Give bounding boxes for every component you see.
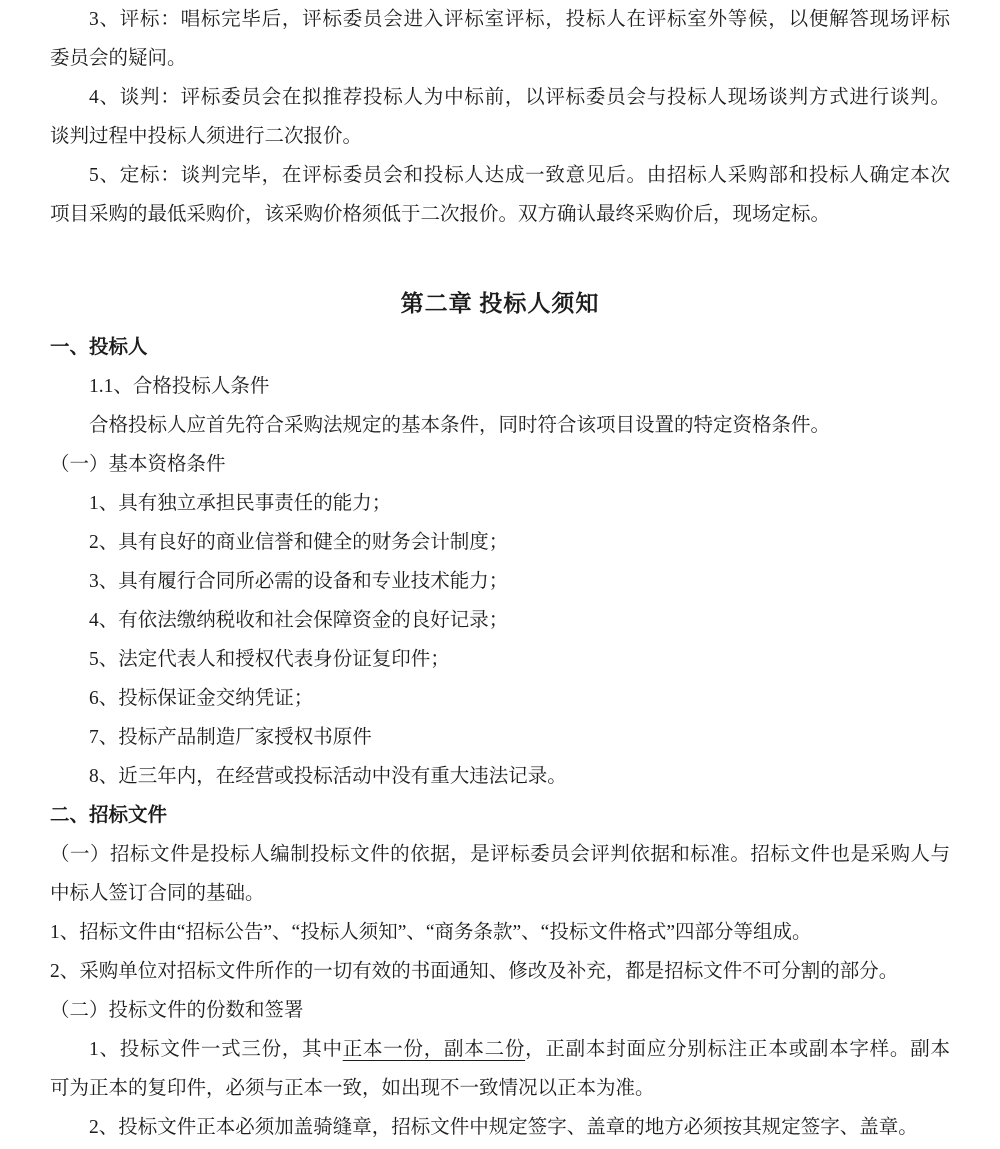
- text-run: 第二章 投标人须知: [400, 291, 600, 316]
- text-line: [50, 718, 950, 757]
- text-line: [50, 757, 950, 796]
- text-line: [50, 39, 950, 78]
- text-run: 合格投标人应首先符合采购法规定的基本条件，同时符合该项目设置的特定资格条件。: [89, 415, 831, 436]
- text-line: [50, 952, 950, 991]
- text-run: 5、法定代表人和授权代表身份证复印件；: [89, 649, 450, 670]
- text-run: 二、招标文件: [50, 805, 168, 826]
- text-line: [50, 523, 950, 562]
- text-run: （一）基本资格条件: [50, 454, 226, 475]
- text-line: [50, 874, 950, 913]
- text-run: 4、谈判：评标委员会在拟推荐投标人为中标前，以评标委员会与投标人现场谈判方式进行谈判。: [89, 87, 950, 108]
- text-run: （一）招标文件是投标人编制投标文件的依据，是评标委员会评判依据和标准。招标文件也是采购人与: [50, 844, 950, 865]
- text-run: （二）投标文件的份数和签署: [50, 1000, 304, 1021]
- text-line: [50, 601, 950, 640]
- text-run: 8、近三年内，在经营或投标活动中没有重大违法记录。: [89, 766, 567, 787]
- text-line: [50, 445, 950, 484]
- text-run: 1、投标文件一式三份，其中: [89, 1039, 343, 1060]
- text-run: 委员会的疑问。: [50, 48, 187, 69]
- text-line: [50, 484, 950, 523]
- text-run: 1、具有独立承担民事责任的能力；: [89, 493, 392, 514]
- text-line: [50, 913, 950, 952]
- text-line: [50, 195, 950, 234]
- document-content: [50, 0, 950, 1147]
- text-line: [50, 1108, 950, 1147]
- text-run: 可为正本的复印件，必须与正本一致，如出现不一致情况以正本为准。: [50, 1078, 655, 1099]
- text-run: 4、有依法缴纳税收和社会保障资金的良好记录；: [89, 610, 509, 631]
- text-line: [50, 0, 950, 39]
- text-run: 1.1、合格投标人条件: [89, 376, 270, 397]
- text-line: [50, 679, 950, 718]
- text-run: 谈判过程中投标人须进行二次报价。: [50, 126, 363, 147]
- text-run: 中标人签订合同的基础。: [50, 883, 265, 904]
- underlined-text: 正本一份，副本二份: [342, 1039, 526, 1060]
- text-run: 5、定标：谈判完毕，在评标委员会和投标人达成一致意见后。由招标人采购部和投标人确定本次: [89, 165, 950, 186]
- text-line: [50, 328, 950, 367]
- text-line: [50, 156, 950, 195]
- chapter-heading: [50, 280, 950, 328]
- text-run: ，正副本封面应分别标注正本或副本字样。副本: [525, 1039, 950, 1060]
- text-line: [50, 1069, 950, 1108]
- text-line: [50, 1030, 950, 1069]
- text-run: 一、投标人: [50, 337, 148, 358]
- text-line: [50, 991, 950, 1030]
- text-run: 6、投标保证金交纳凭证；: [89, 688, 314, 709]
- text-run: 7、投标产品制造厂家授权书原件: [89, 727, 372, 748]
- text-line: [50, 835, 950, 874]
- text-line: [50, 562, 950, 601]
- text-run: 项目采购的最低采购价，该采购价格须低于二次报价。双方确认最终采购价后，现场定标。: [50, 204, 831, 225]
- text-run: 2、采购单位对招标文件所作的一切有效的书面通知、修改及补充，都是招标文件不可分割的部分。: [50, 961, 899, 982]
- text-line: [50, 367, 950, 406]
- text-line: [50, 78, 950, 117]
- text-run: 3、评标：唱标完毕后，评标委员会进入评标室评标，投标人在评标室外等候，以便解答现场评标: [89, 9, 950, 30]
- text-line: [50, 640, 950, 679]
- text-line: [50, 406, 950, 445]
- text-run: 3、具有履行合同所必需的设备和专业技术能力；: [89, 571, 509, 592]
- text-run: 1、招标文件由“招标公告”、“投标人须知”、“商务条款”、“投标文件格式”四部分等组成。: [50, 922, 812, 943]
- text-line: [50, 117, 950, 156]
- text-line: [50, 796, 950, 835]
- text-run: 2、投标文件正本必须加盖骑缝章，招标文件中规定签字、盖章的地方必须按其规定签字、盖章。: [89, 1117, 918, 1138]
- text-run: 2、具有良好的商业信誉和健全的财务会计制度；: [89, 532, 509, 553]
